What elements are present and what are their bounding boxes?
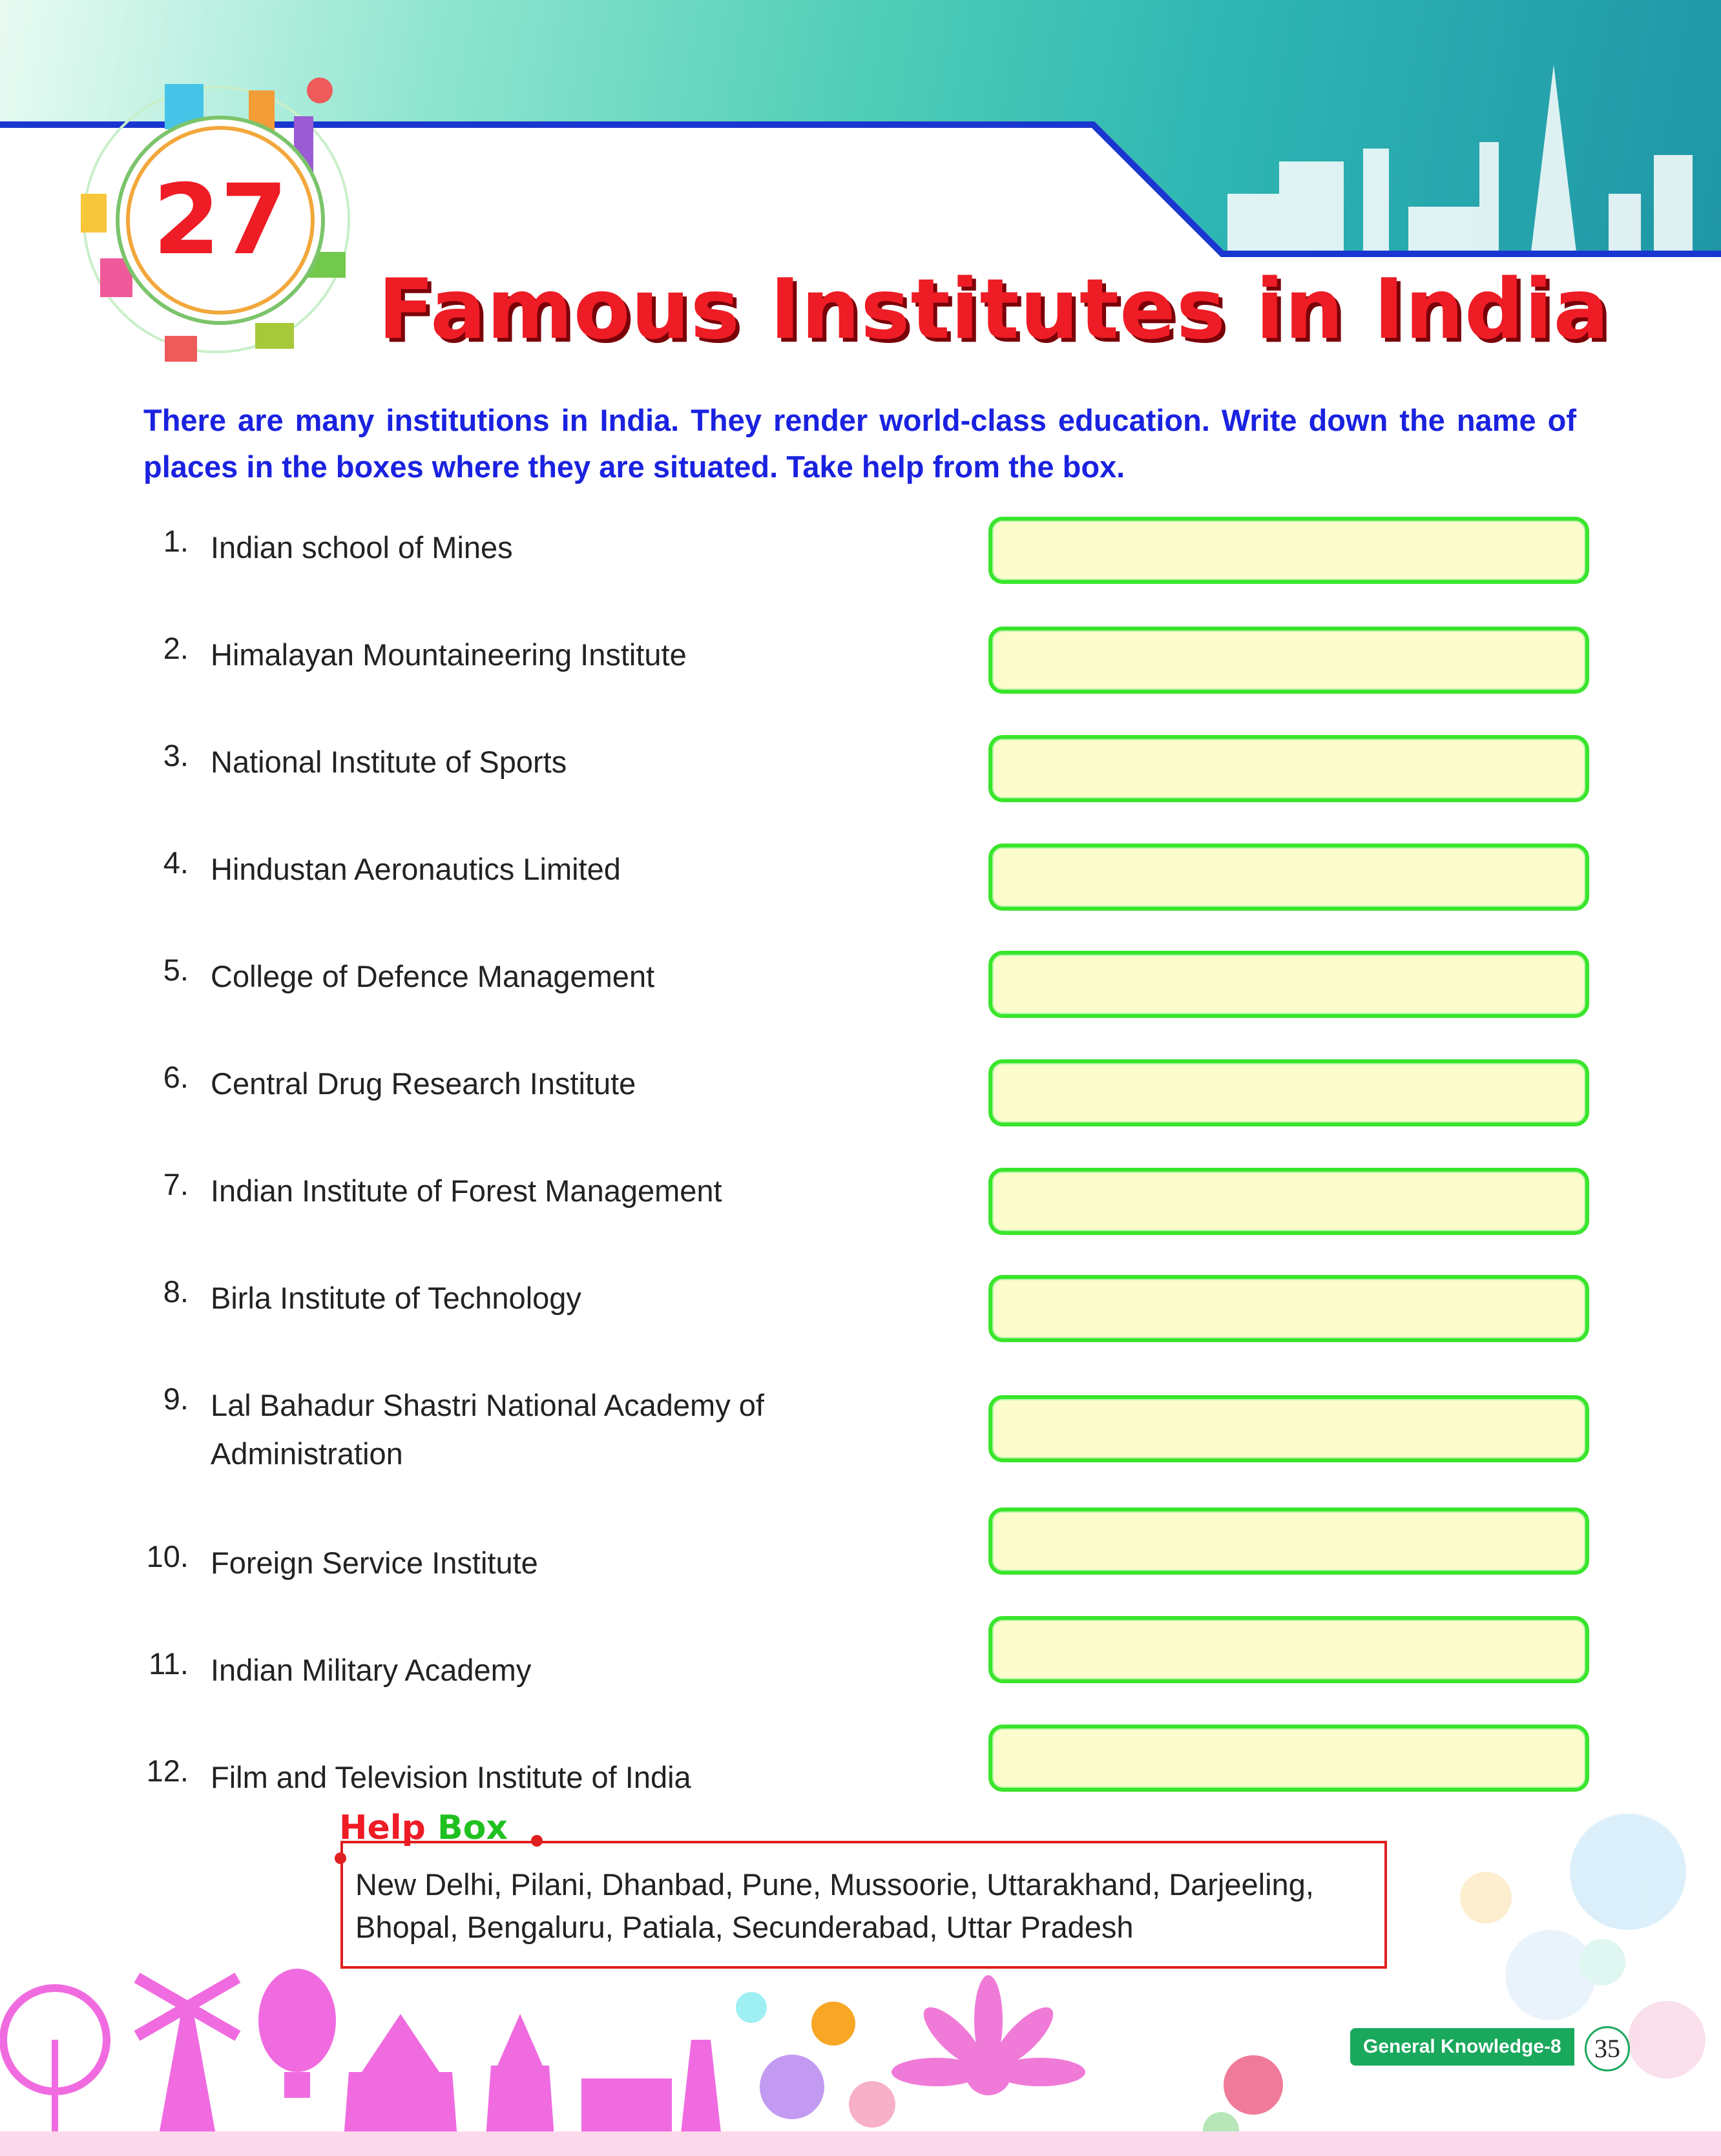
question-row xyxy=(0,1274,1721,1345)
question-number: 8. xyxy=(163,1274,189,1309)
question-number: 5. xyxy=(163,953,189,987)
question-number: 11. xyxy=(149,1646,189,1681)
question-row xyxy=(0,1539,1721,1610)
instructions-text: There are many institutions in India. They render world-class education. Write down the name of places in the boxes where they are situated. Take help from the box. xyxy=(143,403,1576,484)
answer-box[interactable] xyxy=(988,951,1589,1018)
page-title: Famous Institutes in India xyxy=(378,262,1610,358)
answer-box[interactable] xyxy=(988,844,1589,911)
question-number: 3. xyxy=(163,738,189,772)
bottom-decoration-icon xyxy=(0,1768,1721,2156)
question-text: Lal Bahadur Shastri National Academy of Administration xyxy=(211,1388,764,1471)
question-text: College of Defence Management xyxy=(211,959,655,993)
question-text: Central Drug Research Institute xyxy=(211,1066,636,1101)
question-number: 7. xyxy=(163,1167,189,1201)
answer-box[interactable] xyxy=(988,1616,1589,1683)
answer-box[interactable] xyxy=(988,1059,1589,1126)
answer-box[interactable] xyxy=(988,1395,1589,1462)
question-row xyxy=(0,952,1721,1023)
question-row xyxy=(0,1166,1721,1238)
question-text: Indian Institute of Forest Management xyxy=(211,1174,722,1208)
question-row xyxy=(0,738,1721,809)
question-text: Indian Military Academy xyxy=(211,1653,532,1687)
question-row xyxy=(0,523,1721,594)
page-number: 35 xyxy=(1585,2026,1630,2071)
question-row xyxy=(0,630,1721,701)
question-number: 12. xyxy=(146,1754,189,1788)
question-number: 1. xyxy=(163,524,189,558)
question-text: National Institute of Sports xyxy=(211,745,567,779)
help-box-text: New Delhi, Pilani, Dhanbad, Pune, Mussoorie, Uttarakhand, Darjeeling, Bhopal, Bengaluru, Patiala, Secunderabad, Uttar Pradesh xyxy=(355,1867,1314,1944)
footer-book-title: General Knowledge-8 xyxy=(1350,2028,1574,2066)
question-row xyxy=(0,1646,1721,1717)
question-number: 10. xyxy=(146,1539,189,1573)
question-text: Film and Television Institute of India xyxy=(211,1760,691,1794)
question-text: Indian school of Mines xyxy=(211,530,513,565)
answer-box[interactable] xyxy=(988,1168,1589,1235)
help-title-part2: Box xyxy=(437,1809,508,1847)
help-title-part1: Help xyxy=(339,1809,426,1847)
question-text: Himalayan Mountaineering Institute xyxy=(211,637,687,672)
answer-box[interactable] xyxy=(988,735,1589,802)
chapter-number: 27 xyxy=(152,164,288,276)
question-number: 6. xyxy=(163,1060,189,1094)
answer-box[interactable] xyxy=(988,1275,1589,1342)
chapter-badge xyxy=(126,126,315,315)
bottom-band xyxy=(0,2131,1721,2156)
question-number: 4. xyxy=(163,845,189,880)
question-text: Foreign Service Institute xyxy=(211,1546,538,1580)
question-number: 2. xyxy=(163,631,189,665)
question-row xyxy=(0,1059,1721,1130)
question-number: 9. xyxy=(163,1382,189,1416)
answer-box[interactable] xyxy=(988,517,1589,584)
question-row xyxy=(0,845,1721,916)
question-row xyxy=(0,1381,1721,1471)
answer-box[interactable] xyxy=(988,1508,1589,1575)
question-text: Birla Institute of Technology xyxy=(211,1281,581,1315)
question-text: Hindustan Aeronautics Limited xyxy=(211,852,621,886)
answer-box[interactable] xyxy=(988,627,1589,694)
